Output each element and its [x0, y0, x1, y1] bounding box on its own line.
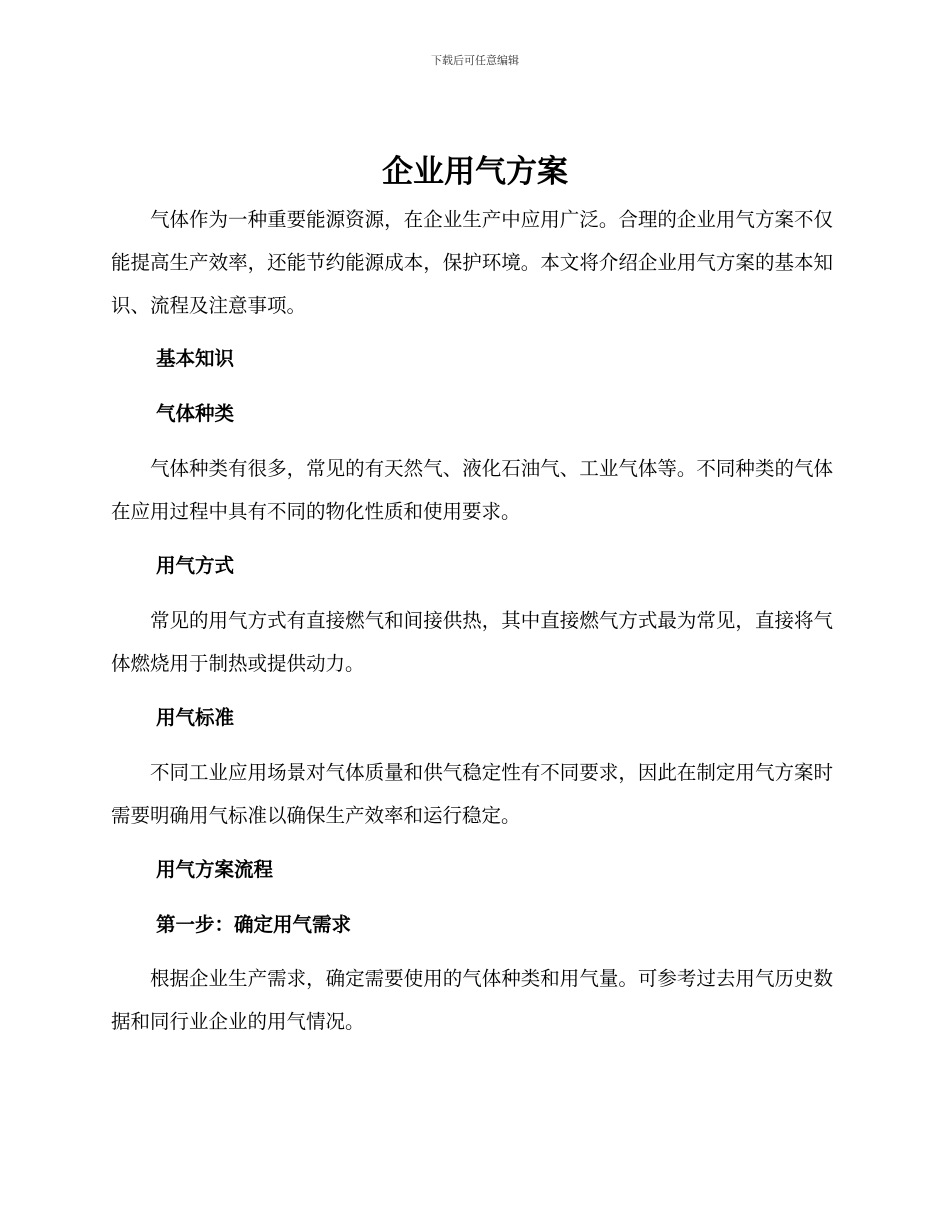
heading-step-1: 第一步：确定用气需求	[156, 913, 352, 936]
heading-gas-standard: 用气标准	[156, 706, 235, 729]
intro-paragraph: 气体作为一种重要能源资源，在企业生产中应用广泛。合理的企业用气方案不仅能提高生产效率，还能节约能源成本，保护环境。本文将介绍企业用气方案的基本知识、流程及注意事项。	[111, 208, 833, 317]
usage-mode-paragraph: 常见的用气方式有直接燃气和间接供热，其中直接燃气方式最为常见，直接将气体燃烧用于制热或提供动力。	[111, 609, 833, 675]
page-header-note: 下载后可任意编辑	[431, 54, 519, 67]
gas-types-paragraph: 气体种类有很多，常见的有天然气、液化石油气、工业气体等。不同种类的气体在应用过程中具有不同的物化性质和使用要求。	[111, 457, 833, 523]
step-1-paragraph: 根据企业生产需求，确定需要使用的气体种类和用气量。可参考过去用气历史数据和同行业企业的用气情况。	[111, 967, 833, 1033]
gas-standard-paragraph: 不同工业应用场景对气体质量和供气稳定性有不同要求，因此在制定用气方案时需要明确用气标准以确保生产效率和运行稳定。	[111, 761, 833, 827]
document-title: 企业用气方案	[382, 154, 568, 190]
heading-process: 用气方案流程	[156, 858, 274, 881]
heading-usage-mode: 用气方式	[156, 554, 235, 577]
heading-gas-types: 气体种类	[156, 402, 235, 425]
heading-basic-knowledge: 基本知识	[156, 347, 235, 370]
